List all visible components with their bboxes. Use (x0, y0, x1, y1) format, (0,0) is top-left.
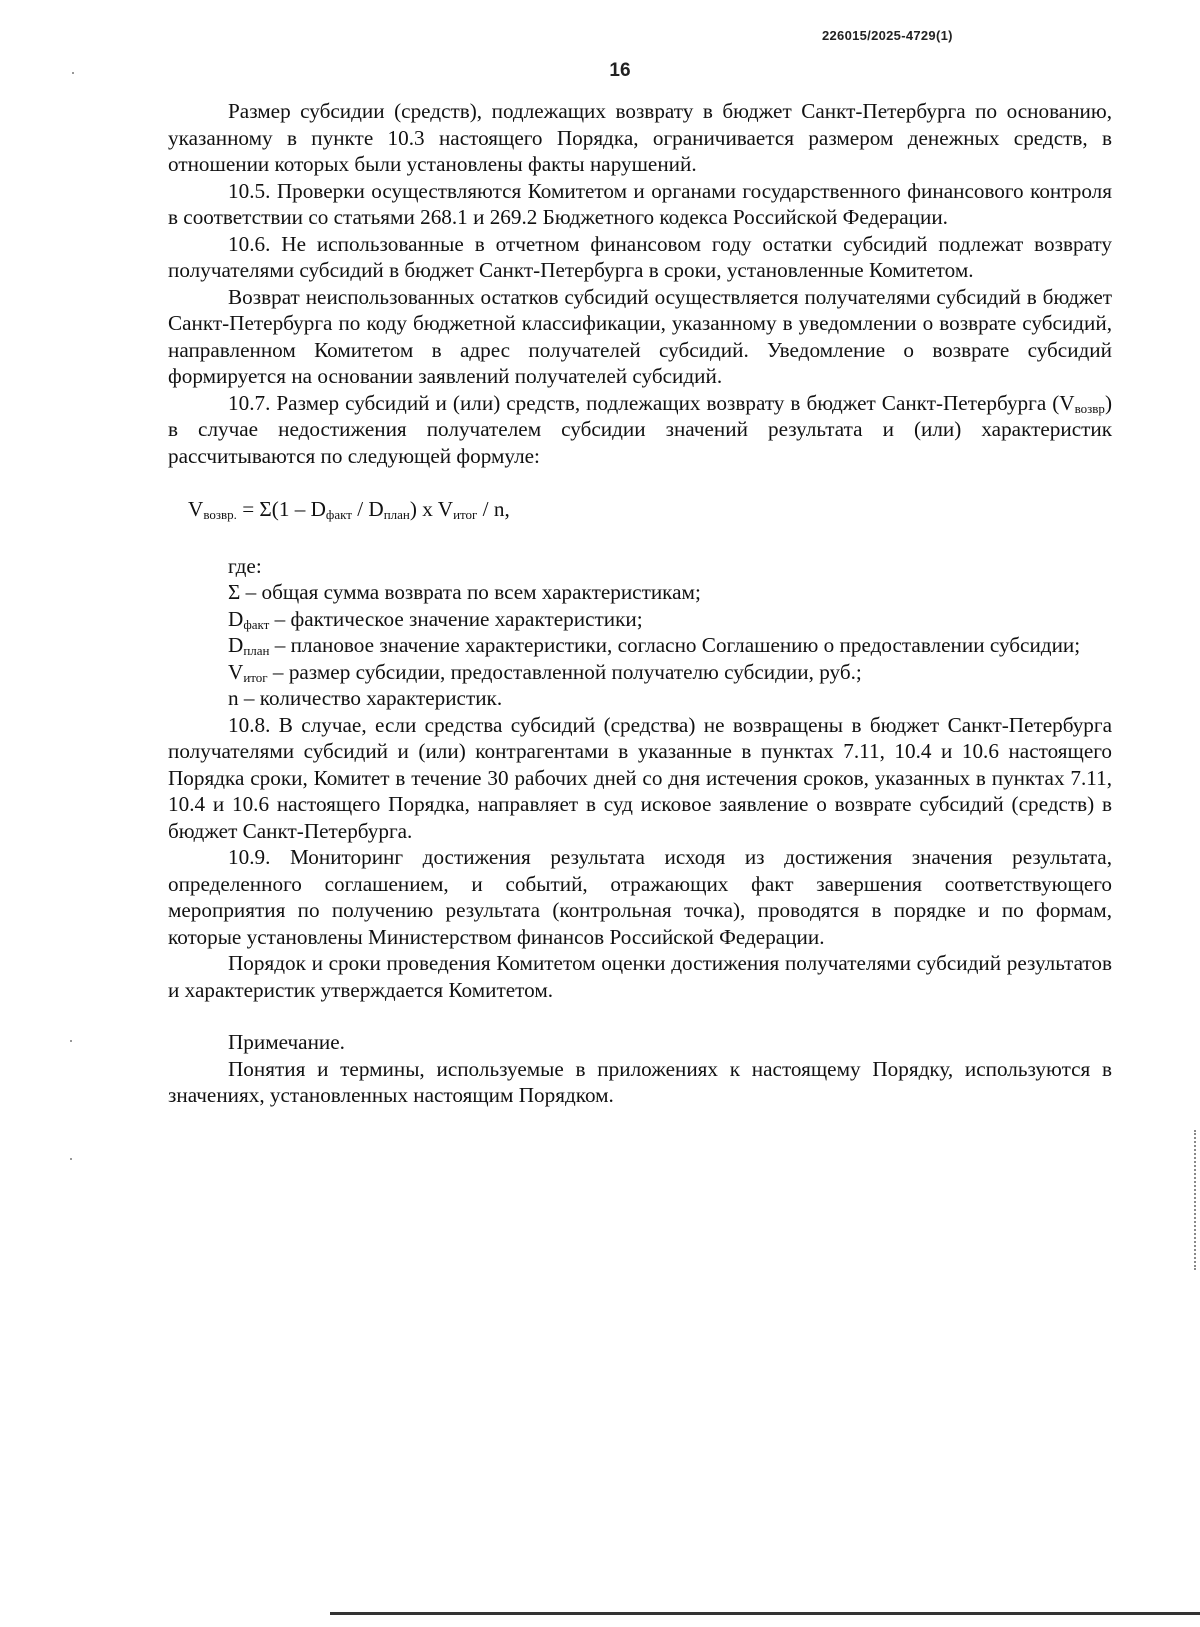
paragraph-10-7-part2: ) в случае недостижения получателем субсидии значений результата и (или) характеристик рассчитываются по следующей формуле: (168, 390, 1112, 468)
definition-vitog-text: – размер субсидии, предоставленной получателю субсидии, руб.; (267, 659, 862, 684)
paragraph-return-procedure: Возврат неиспользованных остатков субсидий осуществляется получателями субсидий в бюджет Санкт-Петербурга по коду бюджетной классификации, указанному в уведомлении о возврате субсидий, направленном Комитетом в адрес получателей субсидий. Уведомление о возврате субсидий формируется на основании заявлений получателей субсидий. (168, 284, 1112, 388)
scan-speck (72, 72, 74, 74)
definition-sigma: Σ – общая сумма возврата по всем характеристикам; (228, 580, 701, 604)
definition-dfact-sym: D (228, 606, 244, 631)
definition-dplan-sub: план (243, 643, 270, 658)
scan-speck (70, 1040, 72, 1042)
scan-bottom-edge (330, 1612, 1200, 1615)
paragraph-10-6: 10.6. Не использованные в отчетном финансовом году остатки субсидий подлежат возврату получателями субсидий в бюджет Санкт-Петербурга в сроки, установленные Комитетом. (168, 231, 1112, 282)
paragraph-10-8: 10.8. В случае, если средства субсидий (средства) не возвращены в бюджет Санкт-Петербурга получателями субсидий и (или) контрагентами в указанные в пунктах 7.11, 10.4 и 10.6 настоящего Порядка сроки, Комитет в течение 30 рабочих дней со дня истечения сроков, указанных в пунктах 7.11, 10.4 и 10.6 настоящего Порядка, направляет в суд исковое заявление о возврате субсидий (средств) в бюджет Санкт-Петербурга. (168, 712, 1112, 843)
paragraph-10-7 (168, 390, 1112, 470)
definition-dfact-sub: факт (243, 616, 270, 632)
paragraph-subsidy-limit: Размер субсидии (средств), подлежащих возврату в бюджет Санкт-Петербурга по основанию, указанному в пункте 10.3 настоящего Порядка, ограничивается размером денежных средств, в отношении которых были установлены факты нарушений. (168, 99, 1112, 176)
note-text: Понятия и термины, используемые в приложениях к настоящему Порядку, используются в значениях, установленных настоящим Порядком. (168, 1056, 1112, 1107)
definition-dplan-sym: D (228, 633, 244, 657)
definition-vitog-sub: итог (243, 669, 268, 685)
formula (168, 496, 1112, 523)
definition-dplan (168, 632, 1112, 659)
formula-part1: = Σ(1 – D (236, 497, 326, 521)
formula-d2-sub: план (383, 507, 410, 522)
document-body (168, 98, 1112, 1109)
scan-speck (70, 1158, 72, 1160)
definition-vitog (168, 659, 1112, 686)
definition-where: где: (228, 553, 262, 578)
paragraph-evaluation: Порядок и сроки проведения Комитетом оценки достижения получателями субсидий результатов и характеристик утверждается Комитетом. (168, 951, 1112, 1002)
page-number: 16 (609, 60, 631, 81)
formula-part4: / n, (477, 497, 510, 521)
formula-d1-sub: факт (325, 507, 352, 522)
paragraph-10-5: 10.5. Проверки осуществляются Комитетом и органами государственного финансового контроля в соответствии со статьями 268.1 и 269.2 Бюджетного кодекса Российской Федерации. (168, 178, 1112, 229)
document-id: 226015/2025-4729(1) (822, 28, 953, 43)
definition-dfact-text: – фактическое значение характеристики; (269, 606, 643, 631)
scan-edge-mark (1194, 1130, 1198, 1270)
formula-v: V (188, 497, 204, 521)
paragraph-10-9: 10.9. Мониторинг достижения результата исходя из достижения значения результата, определенного соглашением, и событий, отражающих факт завершения соответствующего мероприятия по получению результата (контрольная точка), проводятся в порядке и по формам, которые установлены Министерством финансов Российской Федерации. (168, 845, 1112, 949)
formula-v2-sub: итог (453, 507, 478, 522)
formula-part2: / D (351, 497, 384, 521)
formula-part3: ) x V (409, 497, 454, 521)
definition-dfact (168, 606, 1112, 633)
paragraph-10-7-part1: 10.7. Размер субсидий и (или) средств, подлежащих возврату в бюджет Санкт-Петербурга (V (228, 390, 1075, 415)
spacer (168, 1003, 1112, 1029)
formula-v-sub: возвр. (203, 507, 237, 522)
note-title: Примечание. (228, 1030, 345, 1054)
paragraph-10-7-sub: возвр (1074, 400, 1105, 416)
definition-vitog-sym: V (228, 659, 244, 684)
definition-dplan-text: – плановое значение характеристики, согласно Соглашению о предоставлении субсидии; (269, 633, 1081, 657)
definition-n: n – количество характеристик. (228, 686, 503, 710)
